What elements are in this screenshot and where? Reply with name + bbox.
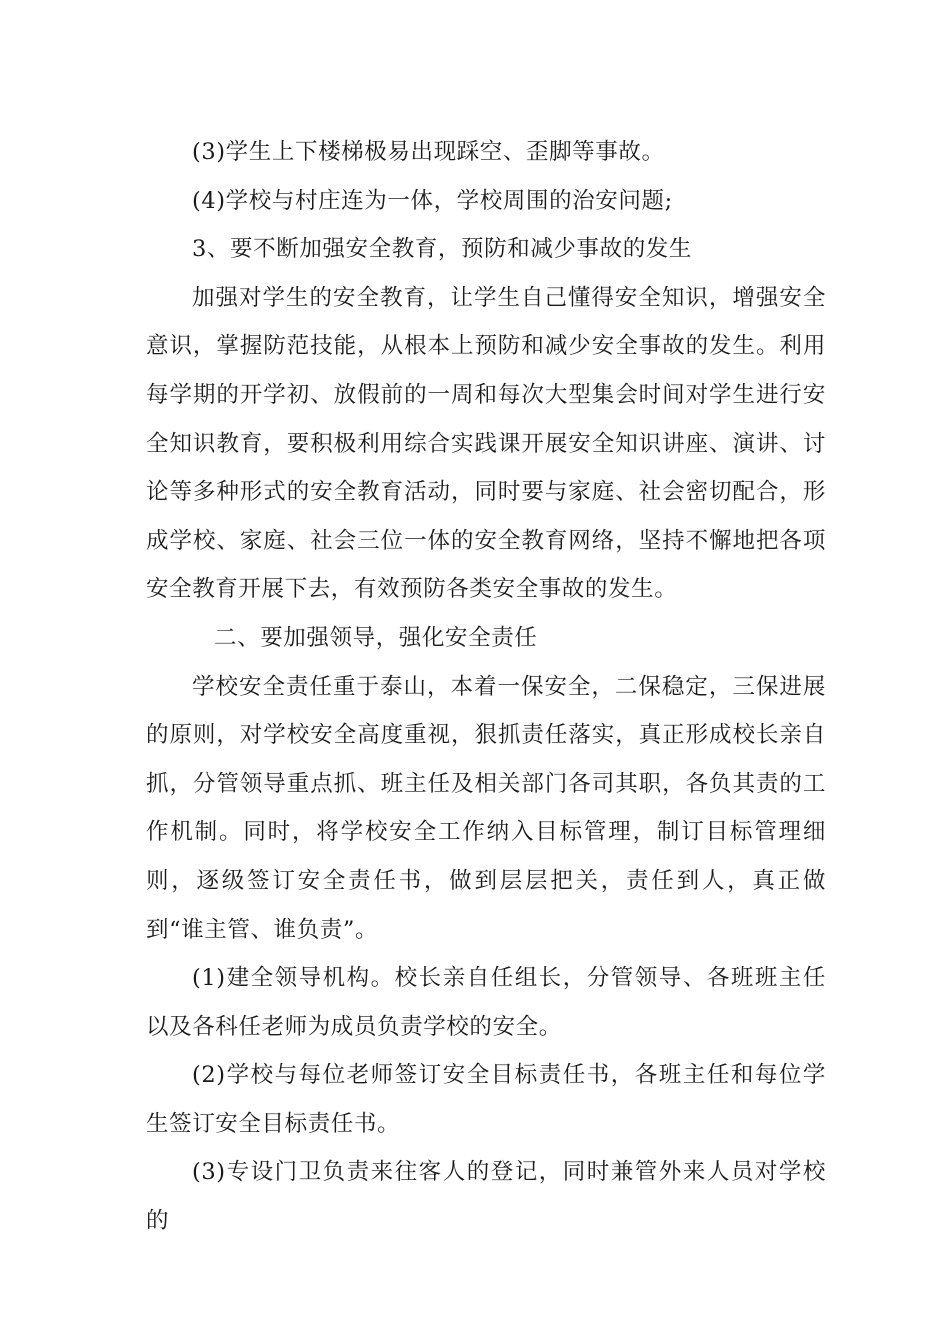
section-heading-leadership: 二、要加强领导，强化安全责任: [214, 624, 538, 651]
paragraph-gatekeeper: (3)专设门卫负责来往客人的登记，同时兼管外来人员对学校的: [146, 1159, 826, 1235]
paragraph-stairs-hazard: (3)学生上下楼梯极易出现踩空、歪脚等事故。: [192, 139, 665, 165]
paragraph-safety-education: 加强对学生的安全教育，让学生自己懂得安全知识，增强安全意识，掌握防范技能，从根本上预防和减少安全事故的发生。利用每学期的开学初、放假前的一周和每次大型集会时间对学生进行安全知识教育，要积极利用综合实践课开展安全知识讲座、演讲、讨论等多种形式的安全教育活动，同时要与家庭、社会密切配合，形成学校、家庭、社会三位一体的安全教育网络，坚持不懈地把各项安全教育开展下去，有效预防各类安全事故的发生。: [146, 284, 826, 603]
section-heading-safety-education: 3、要不断加强安全教育，预防和减少事故的发生: [192, 236, 693, 263]
paragraph-village-security: (4)学校与村庄连为一体，学校周围的治安问题;: [192, 187, 673, 214]
paragraph-leadership-body: (1)建全领导机构。校长亲自任组长，分管领导、各班班主任以及各科任老师为成员负责学校的安全。: [146, 965, 826, 1040]
paragraph-responsibility: 学校安全责任重于泰山，本着一保安全，二保稳定，三保进展的原则，对学校安全高度重视，狠抓责任落实，真正形成校长亲自抓，分管领导重点抓、班主任及相关部门各司其职，各负其责的工作机制。同时，将学校安全工作纳入目标管理，制订目标管理细则，逐级签订安全责任书，做到层层把关，责任到人，真正做到“谁主管、谁负责”。: [146, 673, 826, 943]
paragraph-responsibility-agreement: (2)学校与每位老师签订安全目标责任书，各班主任和每位学生签订安全目标责任书。: [146, 1062, 826, 1137]
document-body: [146, 128, 826, 1246]
